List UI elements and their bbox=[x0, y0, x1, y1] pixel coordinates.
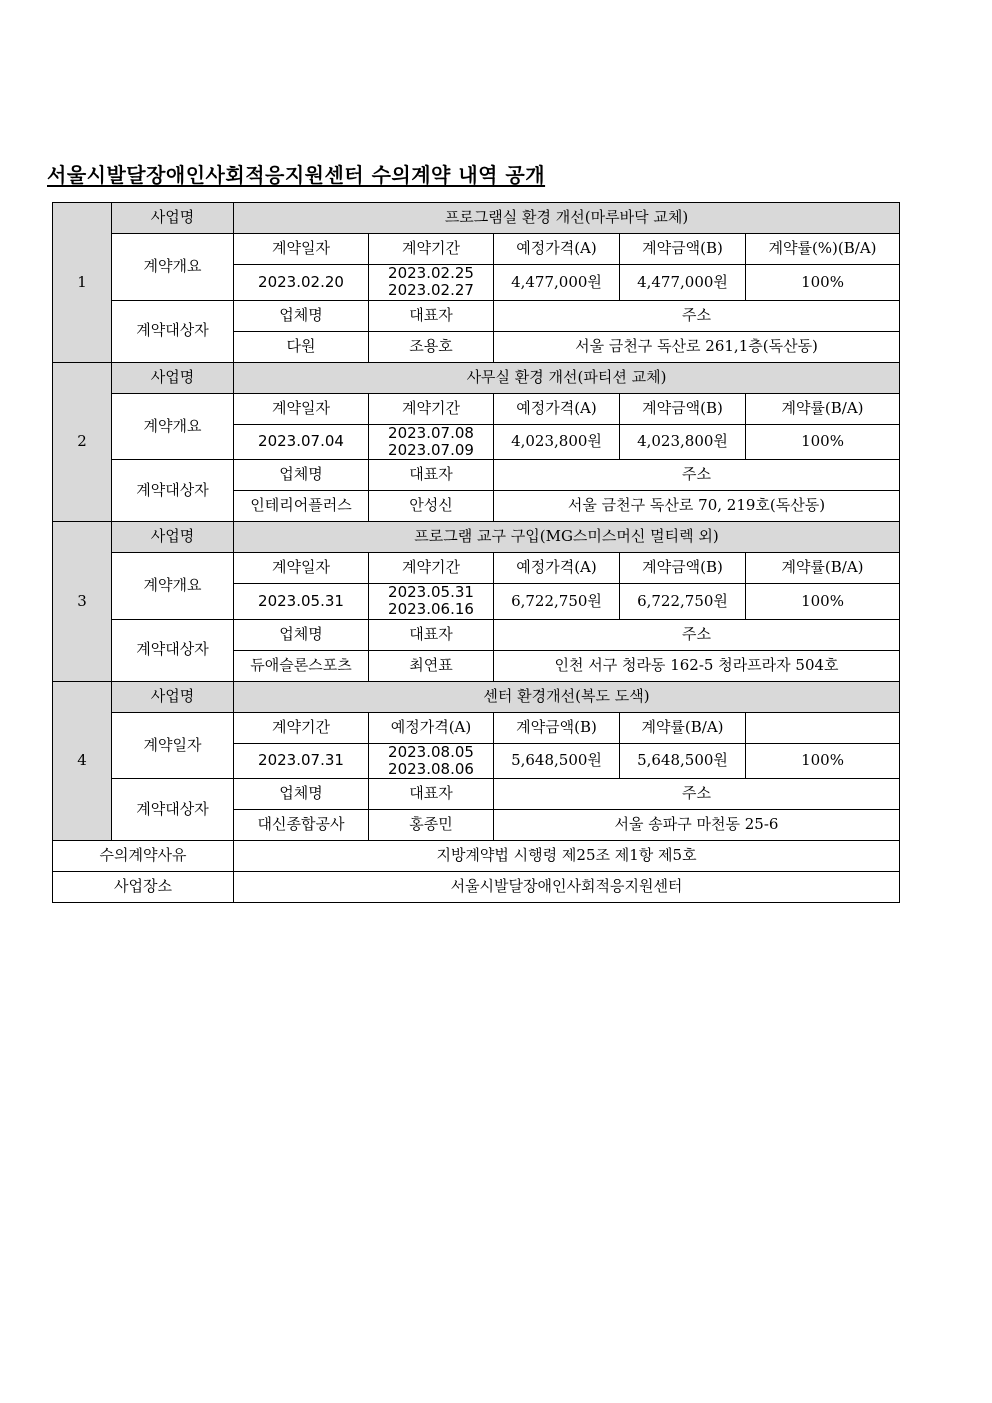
representative-name: 안성신 bbox=[369, 491, 494, 522]
estimated-price: 4,023,800원 bbox=[494, 424, 620, 460]
header-cell: 계약률(%)(B/A) bbox=[746, 234, 900, 265]
overview-header-row bbox=[53, 234, 900, 265]
business-name-label: 사업명 bbox=[112, 522, 234, 553]
period-start: 2023.07.08 bbox=[388, 424, 474, 442]
overview-label: 계약개요 bbox=[112, 393, 234, 460]
header-cell: 계약금액(B) bbox=[620, 393, 746, 424]
representative-name: 최연표 bbox=[369, 650, 494, 681]
place-value: 서울시발달장애인사회적응지원센터 bbox=[234, 872, 900, 903]
project-title: 사무실 환경 개선(파티션 교체) bbox=[234, 362, 900, 393]
estimated-price: 6,722,750원 bbox=[494, 584, 620, 620]
estimated-price: 5,648,500원 bbox=[494, 743, 620, 779]
contractor-label: 계약대상자 bbox=[112, 300, 234, 362]
header-cell: 계약금액(B) bbox=[494, 712, 620, 743]
representative-name: 조용호 bbox=[369, 331, 494, 362]
header-cell: 계약률(B/A) bbox=[620, 712, 746, 743]
footer-body bbox=[53, 841, 900, 903]
contractor-header-row bbox=[53, 779, 900, 810]
contractor-header-row bbox=[53, 619, 900, 650]
business-name-row bbox=[53, 522, 900, 553]
header-cell: 계약금액(B) bbox=[620, 234, 746, 265]
header-cell: 계약기간 bbox=[234, 712, 369, 743]
representative-header: 대표자 bbox=[369, 779, 494, 810]
company-header: 업체명 bbox=[234, 619, 369, 650]
reason-label: 수의계약사유 bbox=[53, 841, 234, 872]
contract-number: 3 bbox=[53, 522, 112, 682]
representative-header: 대표자 bbox=[369, 300, 494, 331]
period-end: 2023.08.06 bbox=[388, 759, 474, 778]
header-cell: 예정가격(A) bbox=[494, 234, 620, 265]
contract-date: 2023.07.31 bbox=[234, 743, 369, 779]
contract-date: 2023.02.20 bbox=[234, 265, 369, 301]
contract-amount: 4,023,800원 bbox=[620, 424, 746, 460]
company-header: 업체명 bbox=[234, 460, 369, 491]
contract-period bbox=[369, 265, 494, 301]
header-cell: 계약일자 bbox=[234, 393, 369, 424]
header-cell: 계약금액(B) bbox=[620, 553, 746, 584]
header-cell: 계약기간 bbox=[369, 234, 494, 265]
business-name-row bbox=[53, 203, 900, 234]
project-title: 프로그램 교구 구입(MG스미스머신 멀티렉 외) bbox=[234, 522, 900, 553]
page-title: 서울시발달장애인사회적응지원센터 수의계약 내역 공개 bbox=[47, 163, 546, 187]
header-cell: 계약일자 bbox=[234, 553, 369, 584]
address-value: 서울 금천구 독산로 261,1층(독산동) bbox=[494, 331, 900, 362]
contractor-label: 계약대상자 bbox=[112, 779, 234, 841]
contract-table bbox=[52, 202, 900, 903]
contract-amount: 6,722,750원 bbox=[620, 584, 746, 620]
overview-header-row bbox=[53, 553, 900, 584]
contractor-header-row bbox=[53, 460, 900, 491]
business-name-label: 사업명 bbox=[112, 681, 234, 712]
contractor-label: 계약대상자 bbox=[112, 460, 234, 522]
company-header: 업체명 bbox=[234, 779, 369, 810]
contract-rate: 100% bbox=[746, 424, 900, 460]
business-name-row bbox=[53, 681, 900, 712]
contract-number: 2 bbox=[53, 362, 112, 522]
address-header: 주소 bbox=[494, 619, 900, 650]
header-cell: 계약일자 bbox=[234, 234, 369, 265]
period-end: 2023.07.09 bbox=[388, 440, 474, 459]
overview-label: 계약개요 bbox=[112, 553, 234, 620]
contract-date: 2023.07.04 bbox=[234, 424, 369, 460]
company-name: 다원 bbox=[234, 331, 369, 362]
contract-rate: 100% bbox=[746, 743, 900, 779]
overview-header-row bbox=[53, 393, 900, 424]
header-cell: 예정가격(A) bbox=[369, 712, 494, 743]
contract-number: 4 bbox=[53, 681, 112, 841]
representative-header: 대표자 bbox=[369, 460, 494, 491]
period-start: 2023.08.05 bbox=[388, 743, 474, 761]
reason-row bbox=[53, 841, 900, 872]
contract-period bbox=[369, 743, 494, 779]
company-header: 업체명 bbox=[234, 300, 369, 331]
business-name-row bbox=[53, 362, 900, 393]
company-name: 인테리어플러스 bbox=[234, 491, 369, 522]
reason-value: 지방계약법 시행령 제25조 제1항 제5호 bbox=[234, 841, 900, 872]
business-name-label: 사업명 bbox=[112, 203, 234, 234]
place-row bbox=[53, 872, 900, 903]
contracts-body bbox=[53, 203, 900, 841]
period-end: 2023.02.27 bbox=[388, 281, 474, 300]
contractor-header-row bbox=[53, 300, 900, 331]
contract-number: 1 bbox=[53, 203, 112, 363]
contractor-label: 계약대상자 bbox=[112, 619, 234, 681]
contract-amount: 4,477,000원 bbox=[620, 265, 746, 301]
contract-rate: 100% bbox=[746, 584, 900, 620]
project-title: 센터 환경개선(복도 도색) bbox=[234, 681, 900, 712]
header-cell: 계약기간 bbox=[369, 393, 494, 424]
header-cell: 계약률(B/A) bbox=[746, 553, 900, 584]
contract-period bbox=[369, 584, 494, 620]
business-name-label: 사업명 bbox=[112, 362, 234, 393]
contract-amount: 5,648,500원 bbox=[620, 743, 746, 779]
representative-header: 대표자 bbox=[369, 619, 494, 650]
address-header: 주소 bbox=[494, 779, 900, 810]
company-name: 듀애슬론스포츠 bbox=[234, 650, 369, 681]
company-name: 대신종합공사 bbox=[234, 810, 369, 841]
overview-header-row bbox=[53, 712, 900, 743]
header-cell: 계약기간 bbox=[369, 553, 494, 584]
contract-date: 2023.05.31 bbox=[234, 584, 369, 620]
address-header: 주소 bbox=[494, 460, 900, 491]
project-title: 프로그램실 환경 개선(마루바닥 교체) bbox=[234, 203, 900, 234]
header-cell: 예정가격(A) bbox=[494, 393, 620, 424]
address-value: 인천 서구 청라동 162-5 청라프라자 504호 bbox=[494, 650, 900, 681]
period-start: 2023.02.25 bbox=[388, 264, 474, 282]
address-header: 주소 bbox=[494, 300, 900, 331]
place-label: 사업장소 bbox=[53, 872, 234, 903]
header-cell: 예정가격(A) bbox=[494, 553, 620, 584]
header-cell: 계약률(B/A) bbox=[746, 393, 900, 424]
contract-rate: 100% bbox=[746, 265, 900, 301]
header-cell bbox=[746, 712, 900, 743]
period-start: 2023.05.31 bbox=[388, 583, 474, 601]
estimated-price: 4,477,000원 bbox=[494, 265, 620, 301]
representative-name: 홍종민 bbox=[369, 810, 494, 841]
address-value: 서울 금천구 독산로 70, 219호(독산동) bbox=[494, 491, 900, 522]
address-value: 서울 송파구 마천동 25-6 bbox=[494, 810, 900, 841]
period-end: 2023.06.16 bbox=[388, 600, 474, 619]
overview-label: 계약일자 bbox=[112, 712, 234, 779]
overview-label: 계약개요 bbox=[112, 234, 234, 301]
contract-period bbox=[369, 424, 494, 460]
